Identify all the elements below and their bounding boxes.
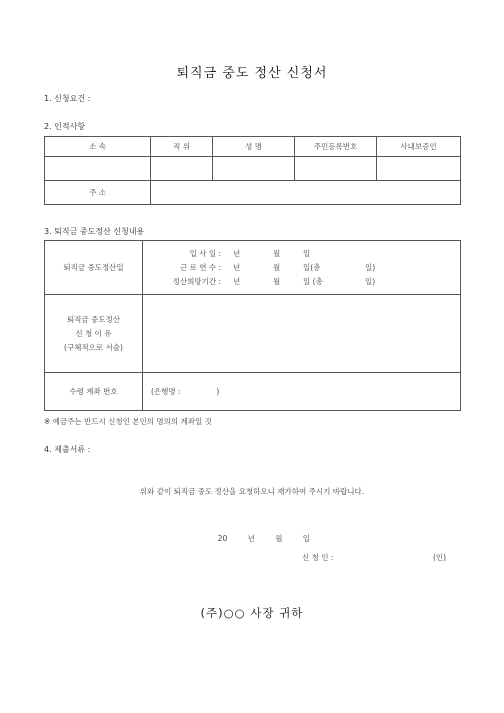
cell-address[interactable] bbox=[151, 181, 461, 205]
account-note: ※ 예금주는 반드시 신청인 본인의 명의의 계좌일 것 bbox=[44, 417, 212, 426]
date-month: 월 bbox=[275, 534, 283, 543]
cell-department[interactable] bbox=[45, 157, 151, 181]
settlement-table bbox=[44, 240, 461, 411]
address-label: 주 소 bbox=[45, 181, 151, 205]
signer-label: 신 청 인 : bbox=[302, 553, 334, 562]
date-row-desired-period: 정산희망기간 : 년 월 일 (총 일) bbox=[172, 277, 376, 286]
cell-resident-number[interactable] bbox=[295, 157, 377, 181]
header-resident-number: 주민등록번호 bbox=[295, 137, 377, 157]
settlement-dates-cell[interactable] bbox=[143, 241, 461, 295]
section-documents: 4. 제출서류 : bbox=[44, 445, 91, 454]
header-position: 직 위 bbox=[151, 137, 213, 157]
personal-info-table bbox=[44, 136, 461, 205]
account-field[interactable]: (은행명 : ) bbox=[143, 373, 461, 411]
header-department: 소 속 bbox=[45, 137, 151, 157]
account-label: 수령 계좌 번호 bbox=[45, 373, 143, 411]
cell-name[interactable] bbox=[213, 157, 295, 181]
date-line bbox=[211, 524, 310, 544]
request-statement: 위와 같이 퇴직금 중도 정산을 요청하오니 재가하여 주시기 바랍니다. bbox=[139, 487, 365, 496]
reason-label: 퇴직금 중도정산 신 청 이 유 (구체적으로 서술) bbox=[45, 295, 143, 373]
settlement-date-label: 퇴직금 중도정산일 bbox=[45, 241, 143, 295]
recipient-footer: (주)○○ 사장 귀하 bbox=[200, 606, 304, 620]
date-day: 일 bbox=[302, 534, 311, 543]
date-row-hire: 입 사 일 : 년 월 일 bbox=[189, 249, 311, 258]
seal-mark: (인) bbox=[433, 553, 447, 562]
section-personal-info: 2. 인적사항 bbox=[44, 122, 86, 131]
date-year: 년 bbox=[247, 534, 255, 543]
date-year-prefix: 20 bbox=[217, 534, 228, 543]
date-row-service-years: 근 로 연 수 : 년 월 일(총 일) bbox=[179, 263, 376, 272]
page-title: 퇴직금 중도 정산 신청서 bbox=[176, 66, 328, 81]
cell-guarantor[interactable] bbox=[377, 157, 461, 181]
header-name: 성 명 bbox=[213, 137, 295, 157]
reason-field[interactable] bbox=[143, 295, 461, 373]
section-requirements: 1. 신청요건 : bbox=[44, 94, 91, 103]
header-guarantor: 사내보증인 bbox=[377, 137, 461, 157]
cell-position[interactable] bbox=[151, 157, 213, 181]
section-settlement-details: 3. 퇴직금 중도정산 신청내용 bbox=[44, 227, 145, 236]
